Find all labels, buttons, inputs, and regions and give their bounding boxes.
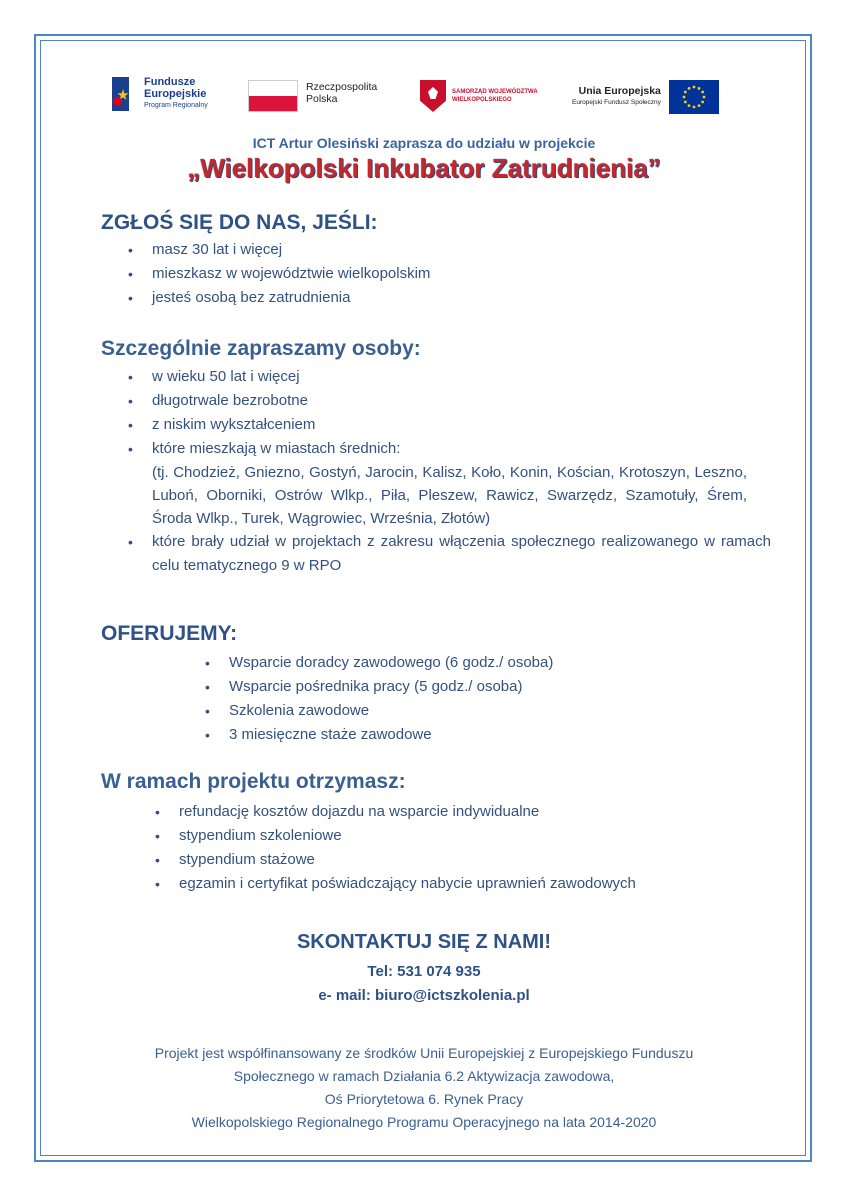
eu-flag-icon xyxy=(669,80,719,114)
section2-list xyxy=(128,365,771,578)
list-item: • jesteś osobą bez zatrudnienia xyxy=(128,286,430,310)
fe-line3: Program Regionalny xyxy=(144,102,208,109)
section4-title: W ramach projektu otrzymasz: xyxy=(101,770,406,793)
list-item: • refundację kosztów dojazdu na wsparcie indywidualne xyxy=(155,800,636,824)
headline: „Wielkopolski Inkubator Zatrudnienia” xyxy=(187,153,661,183)
list-item: • które brały udział w projektach z zakresu włączenia społecznego realizowanego w ramach celu tematycznego 9 w RPO xyxy=(128,530,771,578)
fe-line2: Europejskie xyxy=(144,88,207,100)
contact-email[interactable]: e- mail: biuro@ictszkolenia.pl xyxy=(318,987,530,1004)
section1-list xyxy=(128,238,430,310)
list-item-text: które mieszkają w miastach średnich: xyxy=(152,440,401,457)
footer-line1: Projekt jest współfinansowany ze środków Unii Europejskiej z Europejskiego Funduszu xyxy=(154,1045,694,1061)
ue-line2: Europejski Fundusz Społeczny xyxy=(572,99,661,106)
ue-line1: Unia Europejska xyxy=(578,85,661,97)
logo-samorzad xyxy=(420,80,538,112)
eu-star-icon xyxy=(701,101,704,104)
eu-star-icon xyxy=(702,96,705,99)
eu-star-icon xyxy=(697,104,700,107)
list-item: • egzamin i certyfikat poświadczający nabycie uprawnień zawodowych xyxy=(155,872,636,896)
logo-bar xyxy=(0,74,848,124)
footer-line4: Wielkopolskiego Regionalnego Programu Operacyjnego na lata 2014-2020 xyxy=(191,1114,657,1130)
sw-line1: SAMORZĄD WOJEWÓDZTWA xyxy=(452,89,538,95)
section1-title: ZGŁOŚ SIĘ DO NAS, JEŚLI: xyxy=(101,211,378,234)
list-item xyxy=(128,437,771,530)
contact-title: SKONTAKTUJ SIĘ Z NAMI! xyxy=(296,931,552,953)
footer-note xyxy=(0,1042,848,1134)
rp-line1: Rzeczpospolita xyxy=(306,81,378,93)
contact-phone[interactable]: Tel: 531 074 935 xyxy=(367,963,481,980)
coat-of-arms-icon xyxy=(420,80,446,112)
eu-star-icon xyxy=(684,101,687,104)
eu-star-icon xyxy=(687,104,690,107)
eu-star-icon xyxy=(684,91,687,94)
eu-star-icon xyxy=(692,106,695,109)
list-item: • Wsparcie pośrednika pracy (5 godz./ osoba) xyxy=(205,675,553,699)
list-item: • stypendium stażowe xyxy=(155,848,636,872)
eu-star-icon xyxy=(697,87,700,90)
section4-list xyxy=(155,800,636,896)
eu-star-icon xyxy=(687,87,690,90)
eu-star-icon xyxy=(682,96,685,99)
eu-star-icon xyxy=(692,86,695,89)
list-item: • Wsparcie doradcy zawodowego (6 godz./ osoba) xyxy=(205,651,553,675)
list-item: • długotrwale bezrobotne xyxy=(128,389,771,413)
eu-star-icon xyxy=(701,91,704,94)
fe-line1: Fundusze xyxy=(144,76,196,88)
polish-flag-icon xyxy=(248,80,298,112)
footer-line3: Oś Priorytetowa 6. Rynek Pracy xyxy=(324,1091,524,1107)
list-item: • mieszkasz w województwie wielkopolskim xyxy=(128,262,430,286)
list-item: • 3 miesięczne staże zawodowe xyxy=(205,723,553,747)
footer-line2: Społecznego w ramach Działania 6.2 Aktywizacja zawodowa, xyxy=(233,1068,615,1084)
section2-title: Szczególnie zapraszamy osoby: xyxy=(101,337,421,360)
logo-unia-europejska xyxy=(572,80,719,114)
sw-line2: WIELKOPOLSKIEGO xyxy=(452,97,512,103)
list-item: • stypendium szkoleniowe xyxy=(155,824,636,848)
list-item: • w wieku 50 lat i więcej xyxy=(128,365,771,389)
rp-line2: Polska xyxy=(306,93,338,105)
intro-text: ICT Artur Olesiński zaprasza do udziału w projekcie xyxy=(252,135,596,151)
list-item: • z niskim wykształceniem xyxy=(128,413,771,437)
logo-fundusze-europejskie xyxy=(112,76,208,112)
logo-rzeczpospolita xyxy=(248,80,377,112)
list-item: • Szkolenia zawodowe xyxy=(205,699,553,723)
fe-star-icon xyxy=(112,77,138,111)
section3-list xyxy=(205,651,553,747)
cities-list: (tj. Chodzież, Gniezno, Gostyń, Jarocin, Kalisz, Koło, Konin, Kościan, Krotoszyn, Leszno, Luboń, Oborniki, Ostrów Wlkp., Piła, Pleszew, Rawicz, Swarzędz, Szamotuły, Śrem, Środa Wlkp., Turek, Wągrowiec, Września, Złotów) xyxy=(152,464,747,527)
section3-title: OFERUJEMY: xyxy=(101,622,238,645)
list-item: • masz 30 lat i więcej xyxy=(128,238,430,262)
